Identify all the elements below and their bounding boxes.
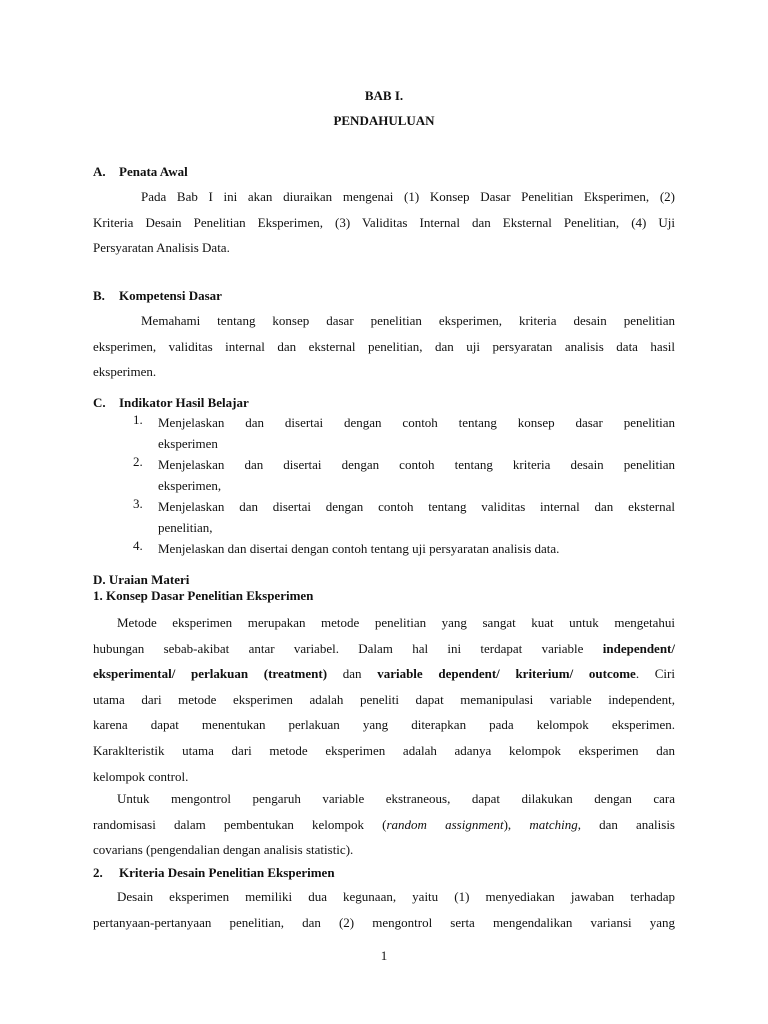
chapter-title: PENDAHULUAN	[333, 113, 435, 128]
paragraph-italic-text: matching,	[529, 816, 581, 832]
list-item-number: 2.	[133, 454, 143, 469]
section-c-title: Indikator Hasil Belajar	[119, 395, 249, 410]
paragraph-bold-text: eksperimental/ perlakuan (treatment)	[93, 666, 328, 682]
subsection-2-heading	[93, 865, 335, 881]
section-c-heading	[93, 395, 249, 411]
paragraph-bold-text: independent/	[602, 640, 675, 656]
section-a-title: Penata Awal	[119, 164, 188, 179]
list-item-number: 3.	[133, 496, 143, 511]
section-d-paragraph-3	[93, 884, 675, 935]
list-item	[133, 454, 675, 496]
paragraph-text: dan	[327, 666, 378, 682]
list-item-text: Menjelaskan dan disertai dengan contoh tentang kriteria desain penelitian	[158, 457, 675, 472]
section-a-heading	[93, 164, 188, 180]
section-c-number: C.	[93, 395, 106, 410]
section-d-paragraph-2	[93, 786, 675, 863]
section-a-number: A.	[93, 164, 106, 179]
chapter-number: BAB I.	[364, 88, 404, 103]
subsection-1-heading: 1. Konsep Dasar Penelitian Eksperimen	[93, 588, 314, 603]
paragraph-line	[93, 636, 675, 662]
list-item-text: penelitian,	[158, 520, 213, 535]
paragraph-italic-text: random assignment	[386, 816, 504, 832]
list-item-text: Menjelaskan dan disertai dengan contoh tentang validitas internal dan eksternal	[158, 499, 675, 514]
list-item	[133, 538, 675, 562]
paragraph-line: Desain eksperimen memiliki dua kegunaan, yaitu (1) menyediakan jawaban terhadap	[117, 889, 675, 904]
list-item-text: Menjelaskan dan disertai dengan contoh tentang konsep dasar penelitian	[158, 415, 675, 430]
paragraph-line: utama dari metode eksperimen adalah peneliti dapat memanipulasi variable independent,	[93, 691, 675, 707]
list-item-number: 4.	[133, 538, 143, 553]
section-b-paragraph	[93, 308, 675, 385]
list-item-text: eksperimen	[158, 436, 218, 451]
subsection-2-title: Kriteria Desain Penelitian Eksperimen	[119, 865, 335, 880]
paragraph-text: dan analisis	[580, 816, 675, 832]
section-d-heading: D. Uraian Materi	[93, 572, 190, 587]
section-b-line: eksperimen.	[93, 364, 157, 380]
section-a-paragraph	[93, 184, 675, 261]
list-item-text: Menjelaskan dan disertai dengan contoh tentang uji persyaratan analisis data.	[158, 541, 560, 556]
list-item-number: 1.	[133, 412, 143, 427]
section-b-heading	[93, 288, 222, 304]
paragraph-bold-text: variable dependent/ kriterium/ outcome	[377, 666, 636, 682]
paragraph-text: hubungan sebab-akibat antar variabel. Dalam hal ini terdapat variable	[93, 640, 603, 656]
paragraph-line	[93, 812, 675, 838]
section-b-line: Memahami tentang konsep dasar penelitian eksperimen, kriteria desain penelitian	[141, 313, 675, 328]
paragraph-line	[93, 661, 675, 687]
paragraph-line: Untuk mengontrol pengaruh variable ekstraneous, dapat dilakukan dengan cara	[117, 791, 675, 806]
list-item	[133, 496, 675, 538]
section-d-paragraph-1	[93, 610, 675, 789]
paragraph-text: ),	[503, 816, 530, 832]
paragraph-text: randomisasi dalam pembentukan kelompok (	[93, 816, 387, 832]
paragraph-line: kelompok control.	[93, 768, 189, 784]
paragraph-text: . Ciri	[635, 666, 675, 682]
paragraph-line: covarians (pengendalian dengan analisis statistic).	[93, 842, 354, 858]
section-a-line: Kriteria Desain Penelitian Eksperimen, (3) Validitas Internal dan Eksternal Penelitian, (4) Uji	[93, 214, 675, 230]
paragraph-line: karena dapat menentukan perlakuan yang diterapkan pada kelompok eksperimen.	[93, 717, 675, 733]
section-b-number: B.	[93, 288, 105, 303]
paragraph-line: Metode eksperimen merupakan metode penelitian yang sangat kuat untuk mengetahui	[117, 615, 675, 630]
section-b-line: eksperimen, validitas internal dan eksternal penelitian, dan uji persyaratan analisis data hasil	[93, 338, 675, 354]
section-a-line: Pada Bab I ini akan diuraikan mengenai (1) Konsep Dasar Penelitian Eksperimen, (2)	[141, 189, 675, 204]
section-a-line: Persyaratan Analisis Data.	[93, 240, 230, 256]
section-b-title: Kompetensi Dasar	[119, 288, 222, 303]
paragraph-line: Karaklteristik utama dari metode eksperimen adalah adanya kelompok eksperimen dan	[93, 742, 675, 758]
page-number: 1	[380, 948, 388, 963]
paragraph-line: pertanyaan-pertanyaan penelitian, dan (2) mengontrol serta mengendalikan variansi yang	[93, 914, 675, 930]
indicator-list	[133, 412, 675, 562]
list-item	[133, 412, 675, 454]
subsection-2-number: 2.	[93, 865, 103, 880]
list-item-text: eksperimen,	[158, 478, 222, 493]
